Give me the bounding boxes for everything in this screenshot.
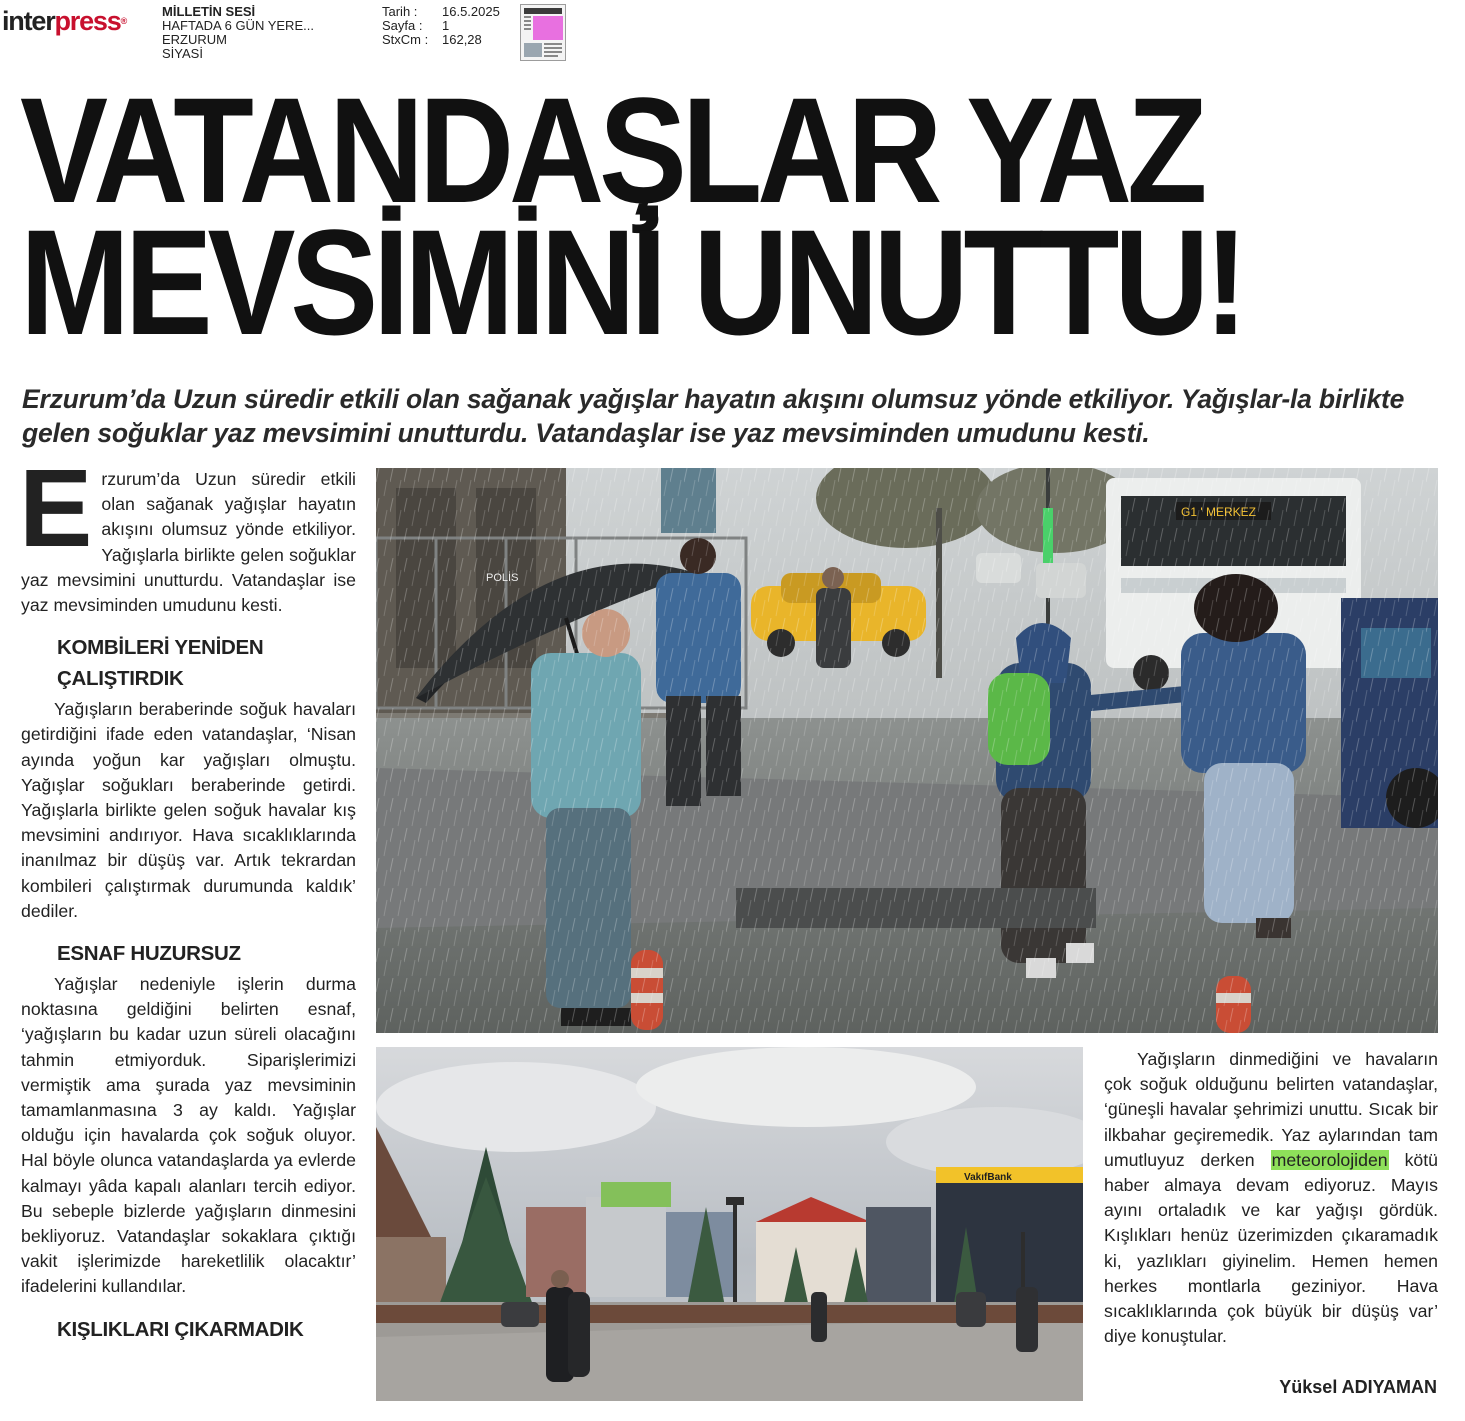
logo-accent-text: press — [54, 6, 121, 36]
headline-line-2: MEVSİMİNİ UNUTTU! — [20, 198, 1243, 366]
subhead-esnaf: ESNAF HUZURSUZ — [57, 942, 241, 966]
paragraph-kisliklari — [1104, 1047, 1438, 1349]
logo-main-text: inter — [2, 6, 55, 36]
city-square-illustration — [376, 1047, 1083, 1401]
city-square-photo — [376, 1047, 1083, 1401]
bank-sign: VakıfBank — [964, 1172, 1012, 1183]
page-thumbnail-graphic — [521, 5, 565, 60]
meta-label: StxCm : — [382, 32, 429, 47]
left-column — [19, 447, 356, 1348]
deck: Erzurum’da Uzun süredir etkili olan sağanak yağışlar hayatın akışını olumsuz yönde etkiliyor. Yağışlar-la birlikte gelen soğuklar yaz mevsimini unutturdu. Vatandaşlar ise yaz mevsiminden umudunu kesti. — [22, 384, 1405, 448]
meta-row-size — [382, 33, 500, 47]
meta-row-date — [382, 5, 500, 19]
rainy-street-illustration — [376, 468, 1438, 1033]
meta-label: Sayfa : — [382, 18, 423, 33]
meta-row-page — [382, 19, 500, 33]
publication-name: MİLLETİN SESİ — [162, 4, 256, 19]
intro-paragraph — [19, 447, 356, 618]
police-sign: POLİS — [486, 572, 519, 584]
headline — [20, 66, 1278, 366]
drop-cap: E — [19, 447, 93, 570]
headline-line-1: VATANDAŞLAR YAZ — [20, 66, 1203, 234]
publication-category: SİYASİ — [162, 46, 203, 61]
subhead-kisliklari: KIŞLIKLARI ÇIKARMADIK — [57, 1317, 304, 1341]
intro-text: rzurum’da Uzun süredir etkili olan sağanak yağışlar hayatın akışını olumsuz yönde etkiliyor. Yağışlarla birlikte gelen soğuklar yaz mevsimini unutturdu. Vatandaşlar ise yaz mevsiminden umudunu kesti. — [21, 469, 356, 616]
meta-value: 1 — [442, 18, 450, 33]
paragraph-kisliklari-start: Yağışların dinmediğini ve havaların çok soğuk olduğunu belirten vatandaşlar, ‘güneşli havalar şehrimizi unuttu. Sıcak bir ilkbahar geçiremedik. Yaz aylarından tam umutluyuz derken — [1104, 1049, 1438, 1170]
paragraph-kisliklari-end: kötü haber almaya devam ediyoruz. Mayıs ayını ortaladık ve kar yağışı gördük. Kışlıkları henüz üzerimizden çıkaramadık ki, yazlıkları giyinelim. Hemen hemen herkes montlarla geziniyor. Hava sıcaklıklarında çok büyük bir düşüş var’ diye konuştular. — [1104, 1149, 1439, 1347]
page-thumbnail[interactable] — [520, 4, 566, 61]
meta-value: 16.5.2025 — [442, 4, 500, 19]
highlighted-keyword: meteorolojiden — [1271, 1149, 1388, 1170]
paragraph-esnaf: Yağışlar nedeniyle işlerin durma noktasına geldiğini belirten esnaf, ‘yağışların bu kadar uzun süreli olacağını tahmin etmiyorduk. Siparişlerimizi vermiştik ama şurada yaz mevsiminin tamamlanmasına 3 ay kaldı. Yağışlar olduğu için havalarda çok soğuk oluyor. Hal böyle olunca vatandaşlarda ya evlerde kalmayı yâda kapalı alanları tercih ediyor. Bu sebeple bizlerde yağışların dinmesini bekliyoruz. Vatandaşlar sokaklara çıktığı vakit işlerimizde hareketlilik olacaktır’ ifadelerini kullandılar. — [21, 974, 356, 1297]
right-column — [1104, 1047, 1438, 1349]
meta-value: 162,28 — [442, 32, 482, 47]
paragraph-kombileri: Yağışların beraberinde soğuk havaları getirdiğini ifade eden vatandaşlar, ‘Nisan ayında yoğun kar yağışları olmuştu. Yağışlar soğukları beraberinde getirdi. Yağışlarla birlikte gelen soğuk havalar kış mevsimini andırıyor. Hava sıcaklıklarında inanılmaz bir düşüş var. Artık tekrardan kombileri çalıştırmak durumunda kaldık’ dediler. — [21, 699, 356, 921]
subhead-kombileri: KOMBİLERİ YENİDEN ÇALIŞTIRDIK — [57, 636, 264, 691]
rainy-street-photo — [376, 468, 1438, 1033]
clip-meta — [382, 5, 500, 47]
byline: Yüksel ADIYAMAN — [1279, 1377, 1437, 1397]
publication-frequency: HAFTADA 6 GÜN YERE... — [162, 18, 314, 33]
interpress-logo — [2, 4, 126, 38]
publication-info — [162, 5, 314, 61]
logo-registered-mark: ® — [120, 16, 127, 26]
meta-label: Tarih : — [382, 4, 418, 19]
publication-city: ERZURUM — [162, 32, 227, 47]
